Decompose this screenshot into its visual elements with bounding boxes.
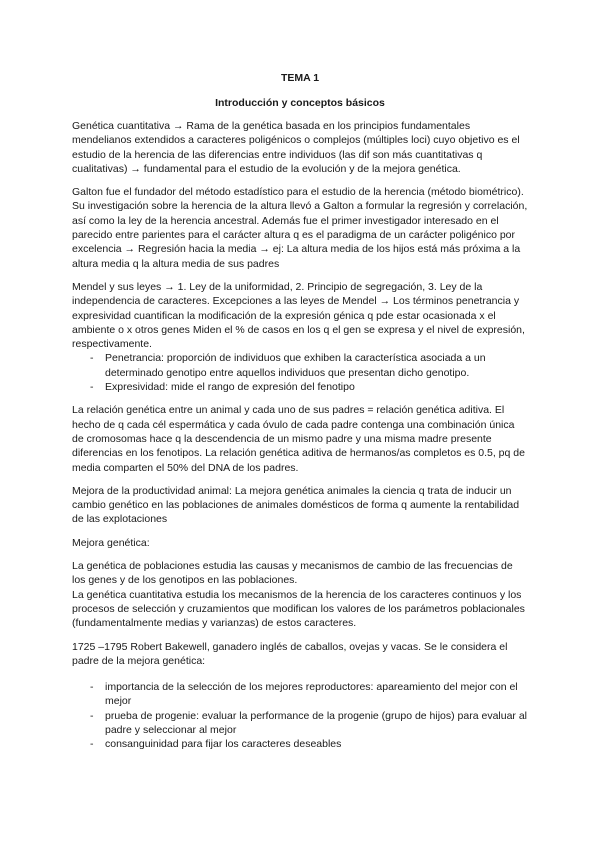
list-item: - prueba de progenie: evaluar la performance de la progenie (grupo de hijos) para evaluar al padre y seleccionar al mejor — [90, 709, 528, 736]
list-item: - importancia de la selección de los mejores reproductores: apareamiento del mejor con el mejor — [90, 681, 518, 708]
paragraph-relacion-genetica: La relación genética entre un animal y cada uno de sus padres = relación genética aditiva. El hecho de q cada cél espermática y cada óvulo de cada padre contenga una combinación única de cromosomas hace q la descendencia de un mismo padre y una misma madre presente diferencias en los fenotipos. La relación genética aditiva de hermanos/as completos es 0.5, pq de media comparten el 50% del DNA de los padres. — [72, 404, 525, 474]
page-title: TEMA 1 — [280, 72, 320, 84]
paragraph-mejora-productividad: Mejora de la productividad animal: La mejora genética animales la ciencia q trata de inducir un cambio genético en las poblaciones de animales domésticos de forma q aumente la rentabilidad de las explotaciones — [72, 484, 520, 526]
dash-bullet: - — [90, 352, 94, 365]
document-page — [72, 72, 528, 761]
list-item: - Penetrancia: proporción de individuos que exhiben la característica asociada a un determinado genotipo entre aquellos individuos que presentan dicho genotipo. — [90, 352, 486, 379]
list-item: - consanguinidad para fijar los caracteres deseables — [90, 738, 342, 751]
list-item: - Expresividad: mide el rango de expresión del fenotipo — [90, 381, 355, 394]
dash-bullet: - — [90, 738, 94, 751]
paragraph-bakewell: 1725 –1795 Robert Bakewell, ganadero inglés de caballos, ovejas y vacas. Se le considera el padre de la mejora genética: — [72, 640, 508, 667]
paragraph-genetica-poblaciones: La genética de poblaciones estudia las causas y mecanismos de cambio de las frecuencias de los genes y de los genotipos en las poblaciones. — [72, 560, 513, 587]
page-subtitle: Introducción y conceptos básicos — [215, 97, 385, 109]
list-penetrancia-expresividad — [72, 351, 528, 394]
list-bakewell — [72, 680, 528, 751]
dash-bullet: - — [90, 709, 94, 722]
paragraph-genetica-cuantitativa-2: La genética cuantitativa estudia los mecanismos de la herencia de los caracteres continuos y los procesos de selección y cruzamientos que modifican los valores de los parámetros poblacionales (fundamentalmente medias y varianzas) de estos caracteres. — [72, 588, 525, 630]
paragraph-genetica-cuantitativa: Genética cuantitativa → Rama de la genética basada en los principios fundamentales mendelianos extendidos a caracteres poligénicos o complejos (múltiples loci) cuyo objetivo es el estudio de la herencia de las diferencias entre individuos (las dif son más cuantitativas q cualitativas) → fundamental para el estudio de la evolución y de la mejora genética. — [72, 120, 520, 175]
dash-bullet: - — [90, 681, 94, 694]
paragraph-mejora-genetica-heading: Mejora genética: — [72, 536, 150, 549]
paragraph-galton: Galton fue el fundador del método estadístico para el estudio de la herencia (método biométrico). Su investigación sobre la herencia de la altura llevó a Galton a formular la regresión y correlación, así como la ley de la herencia ancestral. Además fue el primer investigador interesado en el parecido entre parientes para el carácter altura q es el paradigma de un carácter poligénico por excelencia → Regresión hacia la media → ej: La altura media de los hijos está más próxima a la altura media q la altura media de sus padres — [72, 186, 528, 270]
paragraph-mendel: Mendel y sus leyes → 1. Ley de la uniformidad, 2. Principio de segregación, 3. Ley de la independencia de caracteres. Excepciones a las leyes de Mendel → Los términos penetrancia y expresividad cuantifican la modificación de la expresión génica q pde estar ocasionada x el ambiente o x otros genes Miden el % de casos en los q el gen se expresa y el nivel de expresión, respectivamente. — [72, 280, 525, 351]
dash-bullet: - — [90, 381, 94, 394]
